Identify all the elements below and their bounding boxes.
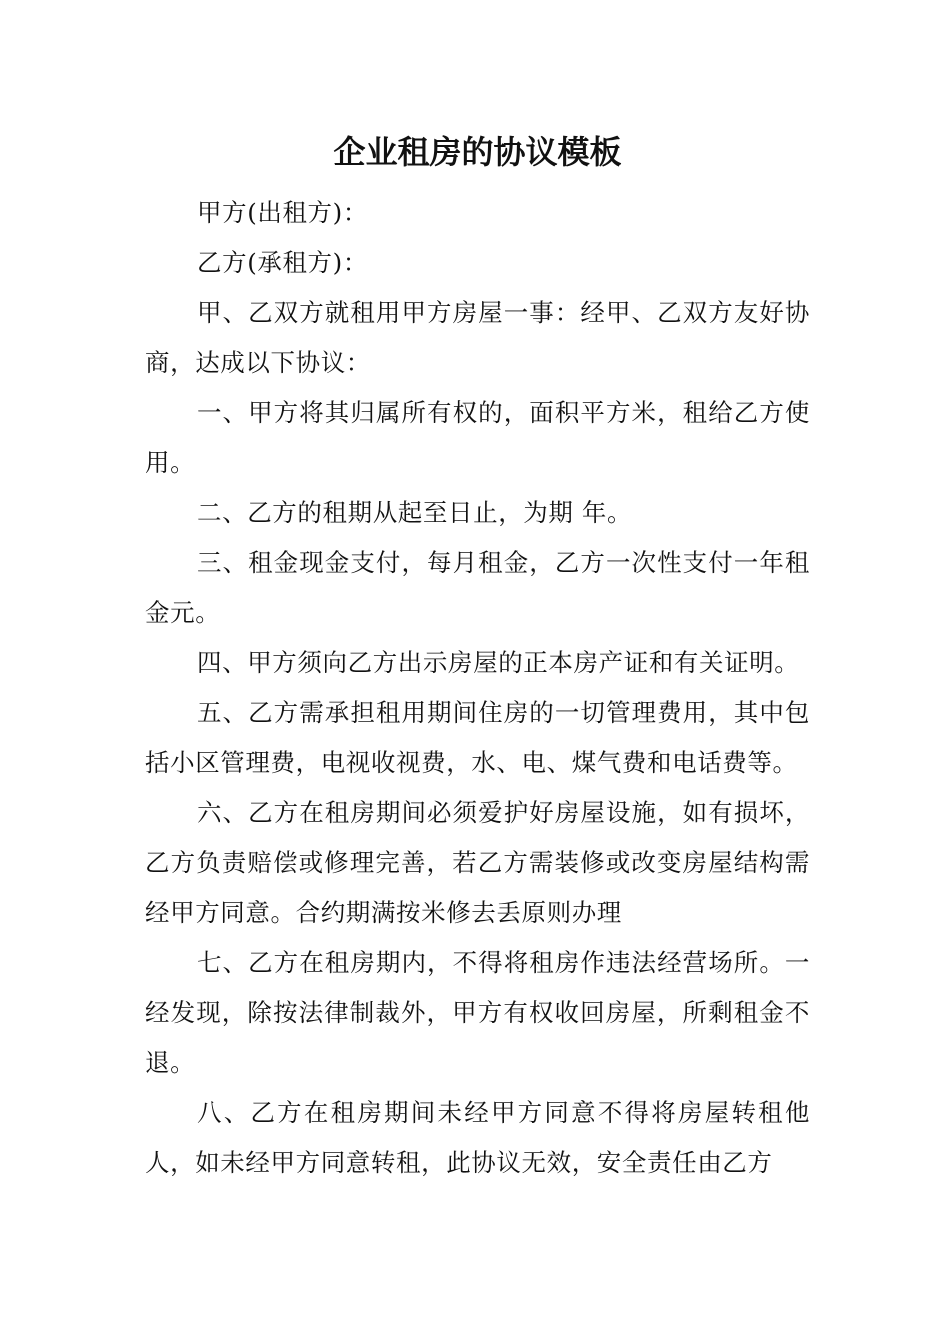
paragraph-clause-3: 三、租金现金支付，每月租金，乙方一次性支付一年租金元。	[145, 548, 810, 627]
document-title: 企业租房的协议模板	[333, 133, 622, 171]
paragraph-party-a: 甲方(出租方)：	[197, 198, 368, 227]
paragraph-clause-1: 一、甲方将其归属所有权的，面积平方米，租给乙方使用。	[145, 398, 810, 477]
paragraph-clause-4: 四、甲方须向乙方出示房屋的正本房产证和有关证明。	[197, 648, 800, 677]
paragraph-clause-5: 五、乙方需承担租用期间住房的一切管理费用，其中包括小区管理费，电视收视费，水、电、煤气费和电话费等。	[145, 698, 810, 777]
paragraph-clause-6: 六、乙方在租房期间必须爱护好房屋设施，如有损坏，乙方负责赔偿或修理完善，若乙方需装修或改变房屋结构需经甲方同意。合约期满按米修去丢原则办理	[145, 798, 810, 927]
paragraph-clause-8: 八、乙方在租房期间未经甲方同意不得将房屋转租他人，如未经甲方同意转租，此协议无效，安全责任由乙方	[145, 1098, 810, 1177]
paragraph-party-b: 乙方(承租方)：	[197, 248, 368, 277]
paragraph-preamble: 甲、乙双方就租用甲方房屋一事：经甲、乙双方友好协商，达成以下协议：	[145, 298, 810, 377]
document-page	[145, 126, 810, 1188]
paragraph-clause-7: 七、乙方在租房期内，不得将租房作违法经营场所。一经发现，除按法律制裁外，甲方有权收回房屋，所剩租金不退。	[145, 948, 810, 1077]
paragraph-clause-2: 二、乙方的租期从起至日止，为期 年。	[197, 498, 633, 527]
